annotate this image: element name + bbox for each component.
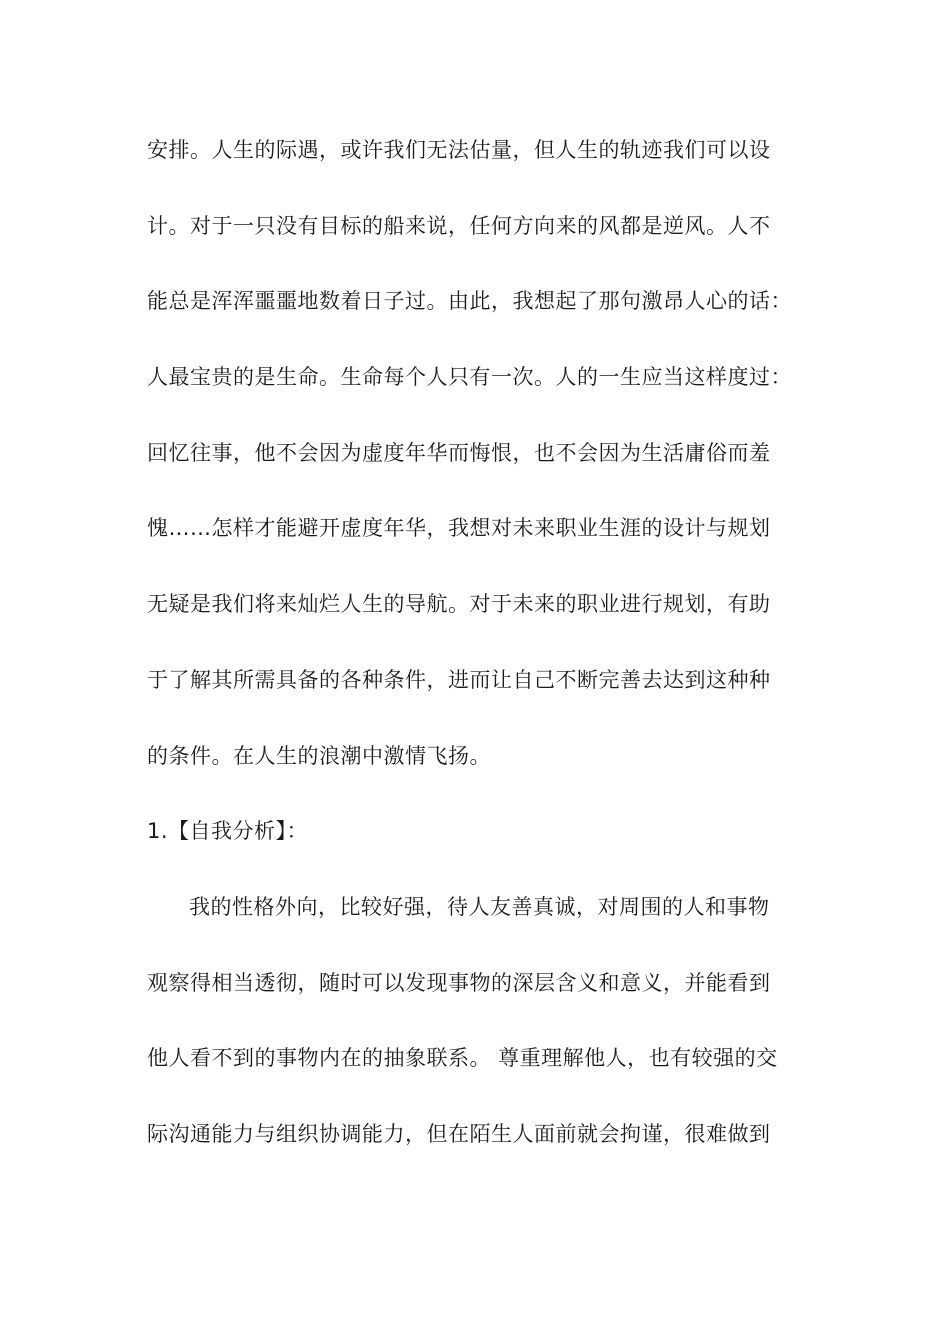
paragraph-line: 际沟通能力与组织协调能力，但在陌生人面前就会拘谨，很难做到 — [147, 1121, 771, 1146]
paragraph-line: 回忆往事，他不会因为虚度年华而悔恨，也不会因为生活庸俗而羞 — [147, 440, 771, 465]
paragraph-line: 无疑是我们将来灿烂人生的导航。对于未来的职业进行规划，有助 — [147, 592, 771, 617]
paragraph-line: 计。对于一只没有目标的船来说，任何方向来的风都是逆风。人不 — [147, 213, 771, 238]
body-text — [147, 127, 807, 1187]
paragraph-line: 能总是浑浑噩噩地数着日子过。由此，我想起了那句激昂人心的话： — [147, 289, 792, 314]
paragraph-line: 的条件。在人生的浪潮中激情飞扬。 — [147, 743, 491, 768]
paragraph-line: 愧……怎样才能避开虚度年华，我想对未来职业生涯的设计与规划 — [147, 516, 771, 541]
paragraph-line: 我的性格外向，比较好强，待人友善真诚，对周围的人和事物 — [189, 894, 770, 919]
section-heading: 1.【自我分析】： — [147, 819, 309, 844]
paragraph-line: 安排。人生的际遇，或许我们无法估量，但人生的轨迹我们可以设 — [147, 138, 771, 162]
paragraph-line: 人最宝贵的是生命。生命每个人只有一次。人的一生应当这样度过： — [147, 365, 792, 390]
paragraph-line: 他人看不到的事物内在的抽象联系。 尊重理解他人，也有较强的交 — [147, 1046, 778, 1071]
paragraph-line: 观察得相当透彻，随时可以发现事物的深层含义和意义，并能看到 — [147, 970, 771, 995]
paragraph-line: 于了解其所需具备的各种条件，进而让自己不断完善去达到这种种 — [147, 667, 771, 692]
